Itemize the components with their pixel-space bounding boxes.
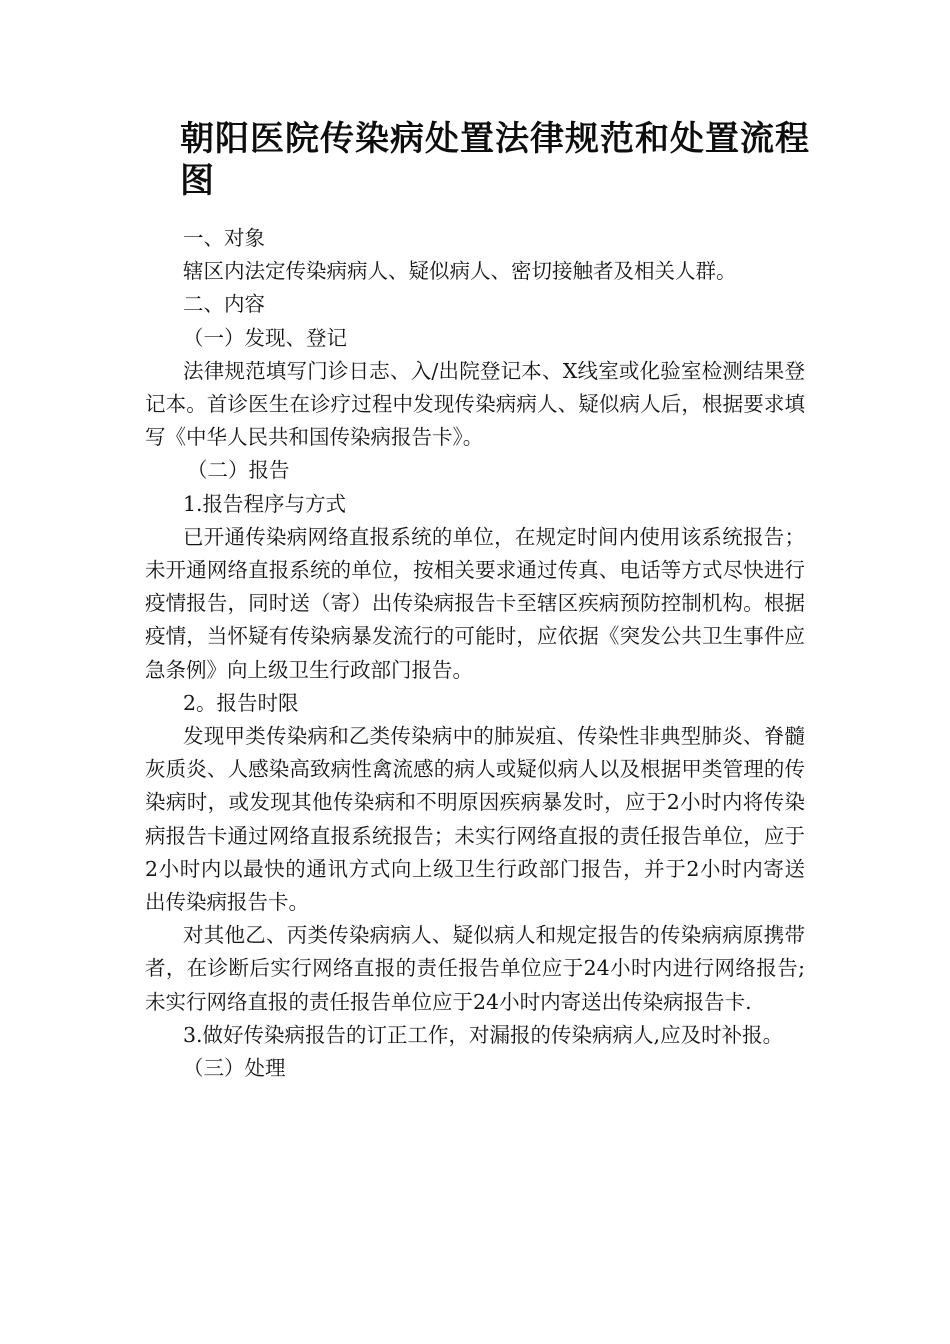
item-heading-procedure: 1.报告程序与方式 <box>183 491 347 516</box>
subsection-heading-discovery: （一）发现、登记 <box>183 325 347 350</box>
paragraph-time-limit-class-a: 发现甲类传染病和乙类传染病中的肺炭疽、传染性非典型肺炎、脊髓灰质炎、人感染高致病性禽流感的病人或疑似病人以及根据甲类管理的传染病时，或发现其他传染病和不明原因疾病暴发时，应于2小时内将传染病报告卡通过网络直报系统报告；未实行网络直报的责任报告单位，应于2小时内以最快的通讯方式向上级卫生行政部门报告，并于2小时内寄送出传染病报告卡。 <box>145 724 805 915</box>
paragraph-registration: 法律规范填写门诊日志、入/出院登记本、X线室或化验室检测结果登记本。首诊医生在诊疗过程中发现传染病病人、疑似病人后，根据要求填写《中华人民共和国传染病报告卡》。 <box>145 358 805 450</box>
section-heading-object: 一、对象 <box>183 226 265 250</box>
document-title: 朝阳医院传染病处置法律规范和处置流程图 <box>180 119 810 201</box>
subsection-heading-report: （二）报告 <box>187 458 290 483</box>
document-body <box>145 222 805 1085</box>
item-heading-time-limit: 2。报告时限 <box>183 690 299 715</box>
paragraph-report-procedure: 已开通传染病网络直报系统的单位，在规定时间内使用该系统报告；未开通网络直报系统的单位，按相关要求通过传真、电话等方式尽快进行疫情报告，同时送（寄）出传染病报告卡至辖区疾病预防控制机构。根据疫情，当怀疑有传染病暴发流行的可能时，应依据《突发公共卫生事件应急条例》向上级卫生行政部门报告。 <box>145 524 805 682</box>
section-heading-content: 二、内容 <box>183 292 265 317</box>
subsection-heading-handling: （三）处理 <box>183 1056 286 1081</box>
paragraph-report-correction: 3.做好传染病报告的订正工作，对漏报的传染病病人,应及时补报。 <box>183 1022 784 1047</box>
paragraph-object-description: 辖区内法定传染病病人、疑似病人、密切接触者及相关人群。 <box>183 259 737 284</box>
paragraph-time-limit-other: 对其他乙、丙类传染病病人、疑似病人和规定报告的传染病病原携带者，在诊断后实行网络直报的责任报告单位应于24小时内进行网络报告;未实行网络直报的责任报告单位应于24小时内寄送出传染病报告卡. <box>145 923 805 1014</box>
